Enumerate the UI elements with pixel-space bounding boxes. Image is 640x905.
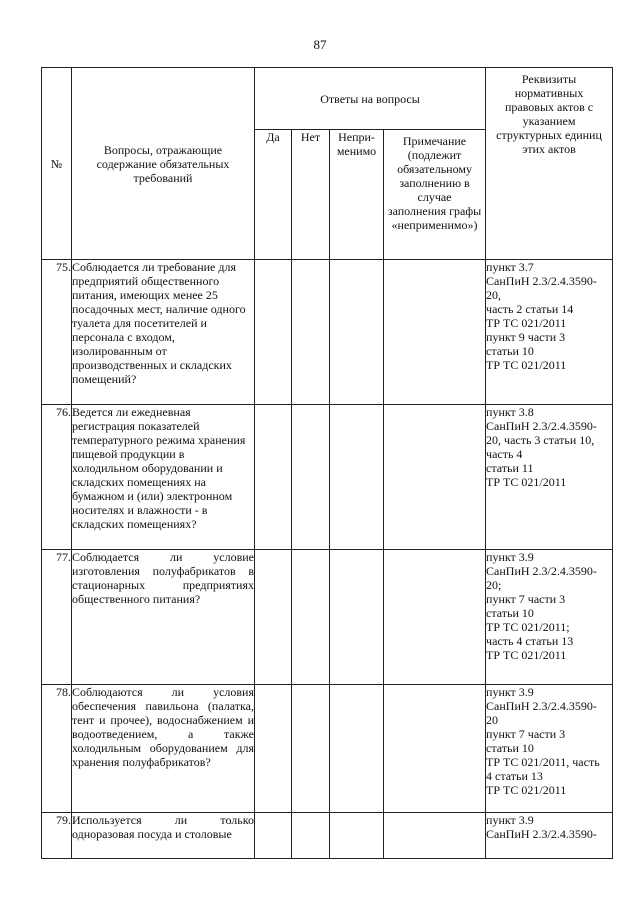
ref-line: часть 4 статьи 13 — [486, 634, 574, 648]
table-row — [42, 685, 613, 813]
note-cell[interactable] — [384, 550, 486, 685]
note-cell[interactable] — [384, 405, 486, 550]
row-number: 76. — [42, 405, 72, 550]
answer-yes-cell[interactable] — [255, 260, 292, 405]
question-text: Ведется ли ежедневная регистрация показателей температурного режима хранения пищевой продукции в холодильном оборудовании и складских помещениях на бумажном и (или) электронном носителях и влажности - в складских помещениях? — [72, 405, 255, 550]
col-header-answers: Ответы на вопросы — [255, 68, 486, 130]
row-number: 75. — [42, 260, 72, 405]
ref-line: статьи 10 — [486, 741, 534, 755]
ref-line: ТР ТС 021/2011 — [486, 316, 567, 330]
answer-no-cell[interactable] — [292, 550, 330, 685]
answer-no-cell[interactable] — [292, 813, 330, 859]
ref-line: СанПиН 2.3/2.4.3590- — [486, 274, 597, 288]
question-text: Соблюдаются ли условия обеспечения павильона (палатка, тент и прочее), водоснабжением и водоотведением, а также холодильным оборудованием для хранения полуфабрикатов? — [72, 685, 255, 813]
table-row — [42, 260, 613, 405]
col-header-note: Примечание (подлежит обязательному заполнению в случае заполнения графы «неприменимо») — [384, 130, 486, 260]
refs-cell — [486, 405, 613, 550]
row-number: 77. — [42, 550, 72, 685]
row-number: 78. — [42, 685, 72, 813]
answer-no-cell[interactable] — [292, 260, 330, 405]
ref-line: часть 4 — [486, 447, 523, 461]
ref-line: СанПиН 2.3/2.4.3590- — [486, 419, 597, 433]
ref-line: пункт 9 части 3 — [486, 330, 566, 344]
ref-line: 20, — [486, 288, 502, 302]
ref-line: статьи 10 — [486, 344, 534, 358]
ref-line: пункт 3.9 — [486, 685, 534, 699]
question-text: Соблюдается ли требование для предприятий общественного питания, имеющих менее 25 посадочных мест, наличие одного туалета для посетителей и персонала с входом, изолированным от производственных и складских помещений? — [72, 260, 255, 405]
answer-not-applicable-cell[interactable] — [330, 813, 384, 859]
answer-yes-cell[interactable] — [255, 685, 292, 813]
answer-yes-cell[interactable] — [255, 550, 292, 685]
answer-not-applicable-cell[interactable] — [330, 550, 384, 685]
checklist-table — [41, 67, 613, 859]
ref-line: часть 2 статьи 14 — [486, 302, 574, 316]
col-header-yes: Да — [255, 130, 292, 260]
ref-line: статьи 11 — [486, 461, 534, 475]
col-header-question: Вопросы, отражающие содержание обязательных требований — [72, 68, 255, 260]
page-number: 87 — [313, 37, 327, 52]
ref-line: пункт 7 части 3 — [486, 592, 566, 606]
answer-not-applicable-cell[interactable] — [330, 405, 384, 550]
answer-yes-cell[interactable] — [255, 405, 292, 550]
refs-cell — [486, 813, 613, 859]
ref-line: пункт 7 части 3 — [486, 727, 566, 741]
answer-yes-cell[interactable] — [255, 813, 292, 859]
question-text: Соблюдается ли условие изготовления полуфабрикатов в стационарных предприятиях общественного питания? — [72, 550, 255, 685]
ref-line: пункт 3.7 — [486, 260, 534, 274]
table-row — [42, 550, 613, 685]
col-header-no: Нет — [292, 130, 330, 260]
table-row — [42, 813, 613, 859]
ref-line: пункт 3.9 — [486, 550, 534, 564]
ref-line: 20; — [486, 578, 502, 592]
ref-line: ТР ТС 021/2011 — [486, 648, 567, 662]
table-row — [42, 405, 613, 550]
ref-line: СанПиН 2.3/2.4.3590- — [486, 564, 597, 578]
ref-line: ТР ТС 021/2011; — [486, 620, 570, 634]
refs-cell — [486, 550, 613, 685]
ref-line: ТР ТС 021/2011, часть — [486, 755, 600, 769]
col-header-refs: Реквизиты нормативных правовых актов с указанием структурных единиц этих актов — [486, 68, 613, 260]
note-cell[interactable] — [384, 813, 486, 859]
ref-line: 4 статьи 13 — [486, 769, 543, 783]
answer-no-cell[interactable] — [292, 685, 330, 813]
ref-line: ТР ТС 021/2011 — [486, 783, 567, 797]
answer-not-applicable-cell[interactable] — [330, 260, 384, 405]
refs-cell — [486, 260, 613, 405]
ref-line: ТР ТС 021/2011 — [486, 475, 567, 489]
ref-line: ТР ТС 021/2011 — [486, 358, 567, 372]
ref-line: СанПиН 2.3/2.4.3590- — [486, 699, 597, 713]
note-cell[interactable] — [384, 685, 486, 813]
row-number: 79. — [42, 813, 72, 859]
ref-line: пункт 3.8 — [486, 405, 534, 419]
ref-line: статьи 10 — [486, 606, 534, 620]
answer-no-cell[interactable] — [292, 405, 330, 550]
ref-line: СанПиН 2.3/2.4.3590- — [486, 827, 597, 841]
col-header-not-applicable: Непри- менимо — [330, 130, 384, 260]
answer-not-applicable-cell[interactable] — [330, 685, 384, 813]
refs-cell — [486, 685, 613, 813]
ref-line: пункт 3.9 — [486, 813, 534, 827]
ref-line: 20, часть 3 статьи 10, — [486, 433, 595, 447]
ref-line: 20 — [486, 713, 499, 727]
question-text: Используется ли только одноразовая посуда и столовые — [72, 813, 255, 859]
col-header-number: № — [42, 68, 72, 260]
note-cell[interactable] — [384, 260, 486, 405]
